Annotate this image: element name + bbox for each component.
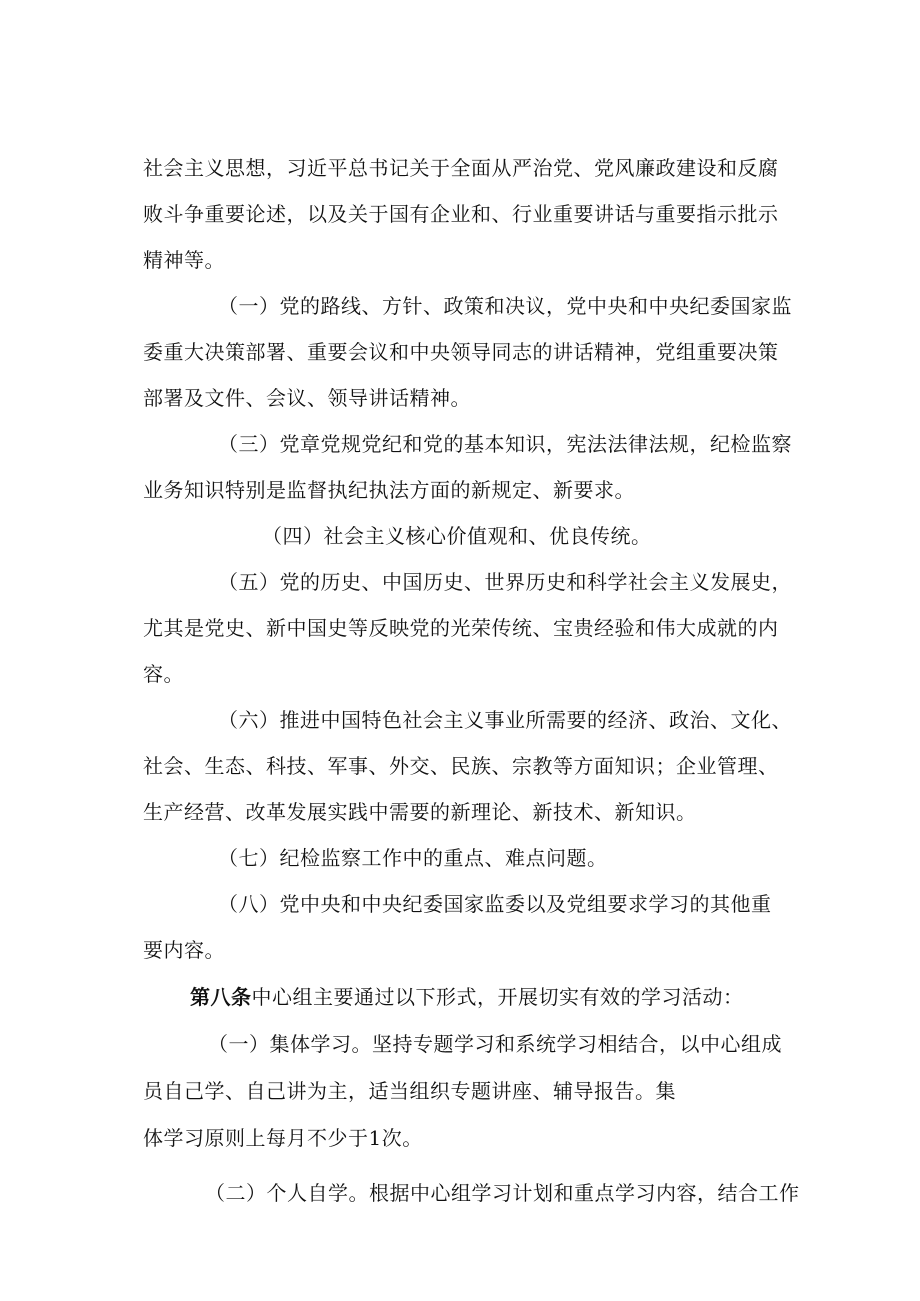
paragraph-line: 委重大决策部署、重要会议和中央领导同志的讲话精神，党组重要决策 [143,340,779,364]
paragraph-line: （一）党的路线、方针、政策和决议，党中央和中央纪委国家监 [218,294,792,318]
paragraph-line: （六）推进中国特色社会主义事业所需要的经济、政治、文化、 [218,708,792,732]
article-label: 第八条 [190,985,252,1009]
paragraph-line: 员自己学、自己讲为主，适当组织专题讲座、辅导报告。集 [143,1079,676,1103]
paragraph-line: 体学习原则上每月不少于1次。 [143,1126,423,1150]
paragraph-line: 精神等。 [143,248,225,272]
paragraph-line: （八）党中央和中央纪委国家监委以及党组要求学习的其他重 [218,892,772,916]
paragraph-line: 部署及文件、会议、领导讲话精神。 [143,386,471,410]
paragraph-line: 业务知识特别是监督执纪执法方面的新规定、新要求。 [143,478,635,502]
paragraph-line: （四）社会主义核心价值观和、优良传统。 [262,524,652,548]
article-text: 中心组主要通过以下形式，开展切实有效的学习活动： [251,985,744,1009]
paragraph-line: 尤其是党史、新中国史等反映党的光荣传统、宝贵经验和伟大成就的内 [143,616,779,640]
paragraph-line: （一）集体学习。坚持专题学习和系统学习相结合，以中心组成 [208,1032,782,1056]
paragraph-line: （二）个人自学。根据中心组学习计划和重点学习内容，结合工作 [205,1181,800,1205]
paragraph-line: （五）党的历史、中国历史、世界历史和科学社会主义发展史， [218,570,792,594]
paragraph-line: （七）纪检监察工作中的重点、难点问题。 [218,846,608,870]
paragraph-line: 败斗争重要论述，以及关于国有企业和、行业重要讲话与重要指示批示 [143,202,779,226]
paragraph-line: 社会主义思想，习近平总书记关于全面从严治党、党风廉政建设和反腐 [143,156,779,180]
paragraph-line: 容。 [143,662,184,686]
paragraph-line: 要内容。 [143,938,225,962]
article-line [190,983,744,1011]
paragraph-line: 社会、生态、科技、军事、外交、民族、宗教等方面知识；企业管理、 [143,754,779,778]
paragraph-line: （三）党章党规党纪和党的基本知识，宪法法律法规，纪检监察 [218,432,792,456]
paragraph-line: 生产经营、改革发展实践中需要的新理论、新技术、新知识。 [143,800,697,824]
